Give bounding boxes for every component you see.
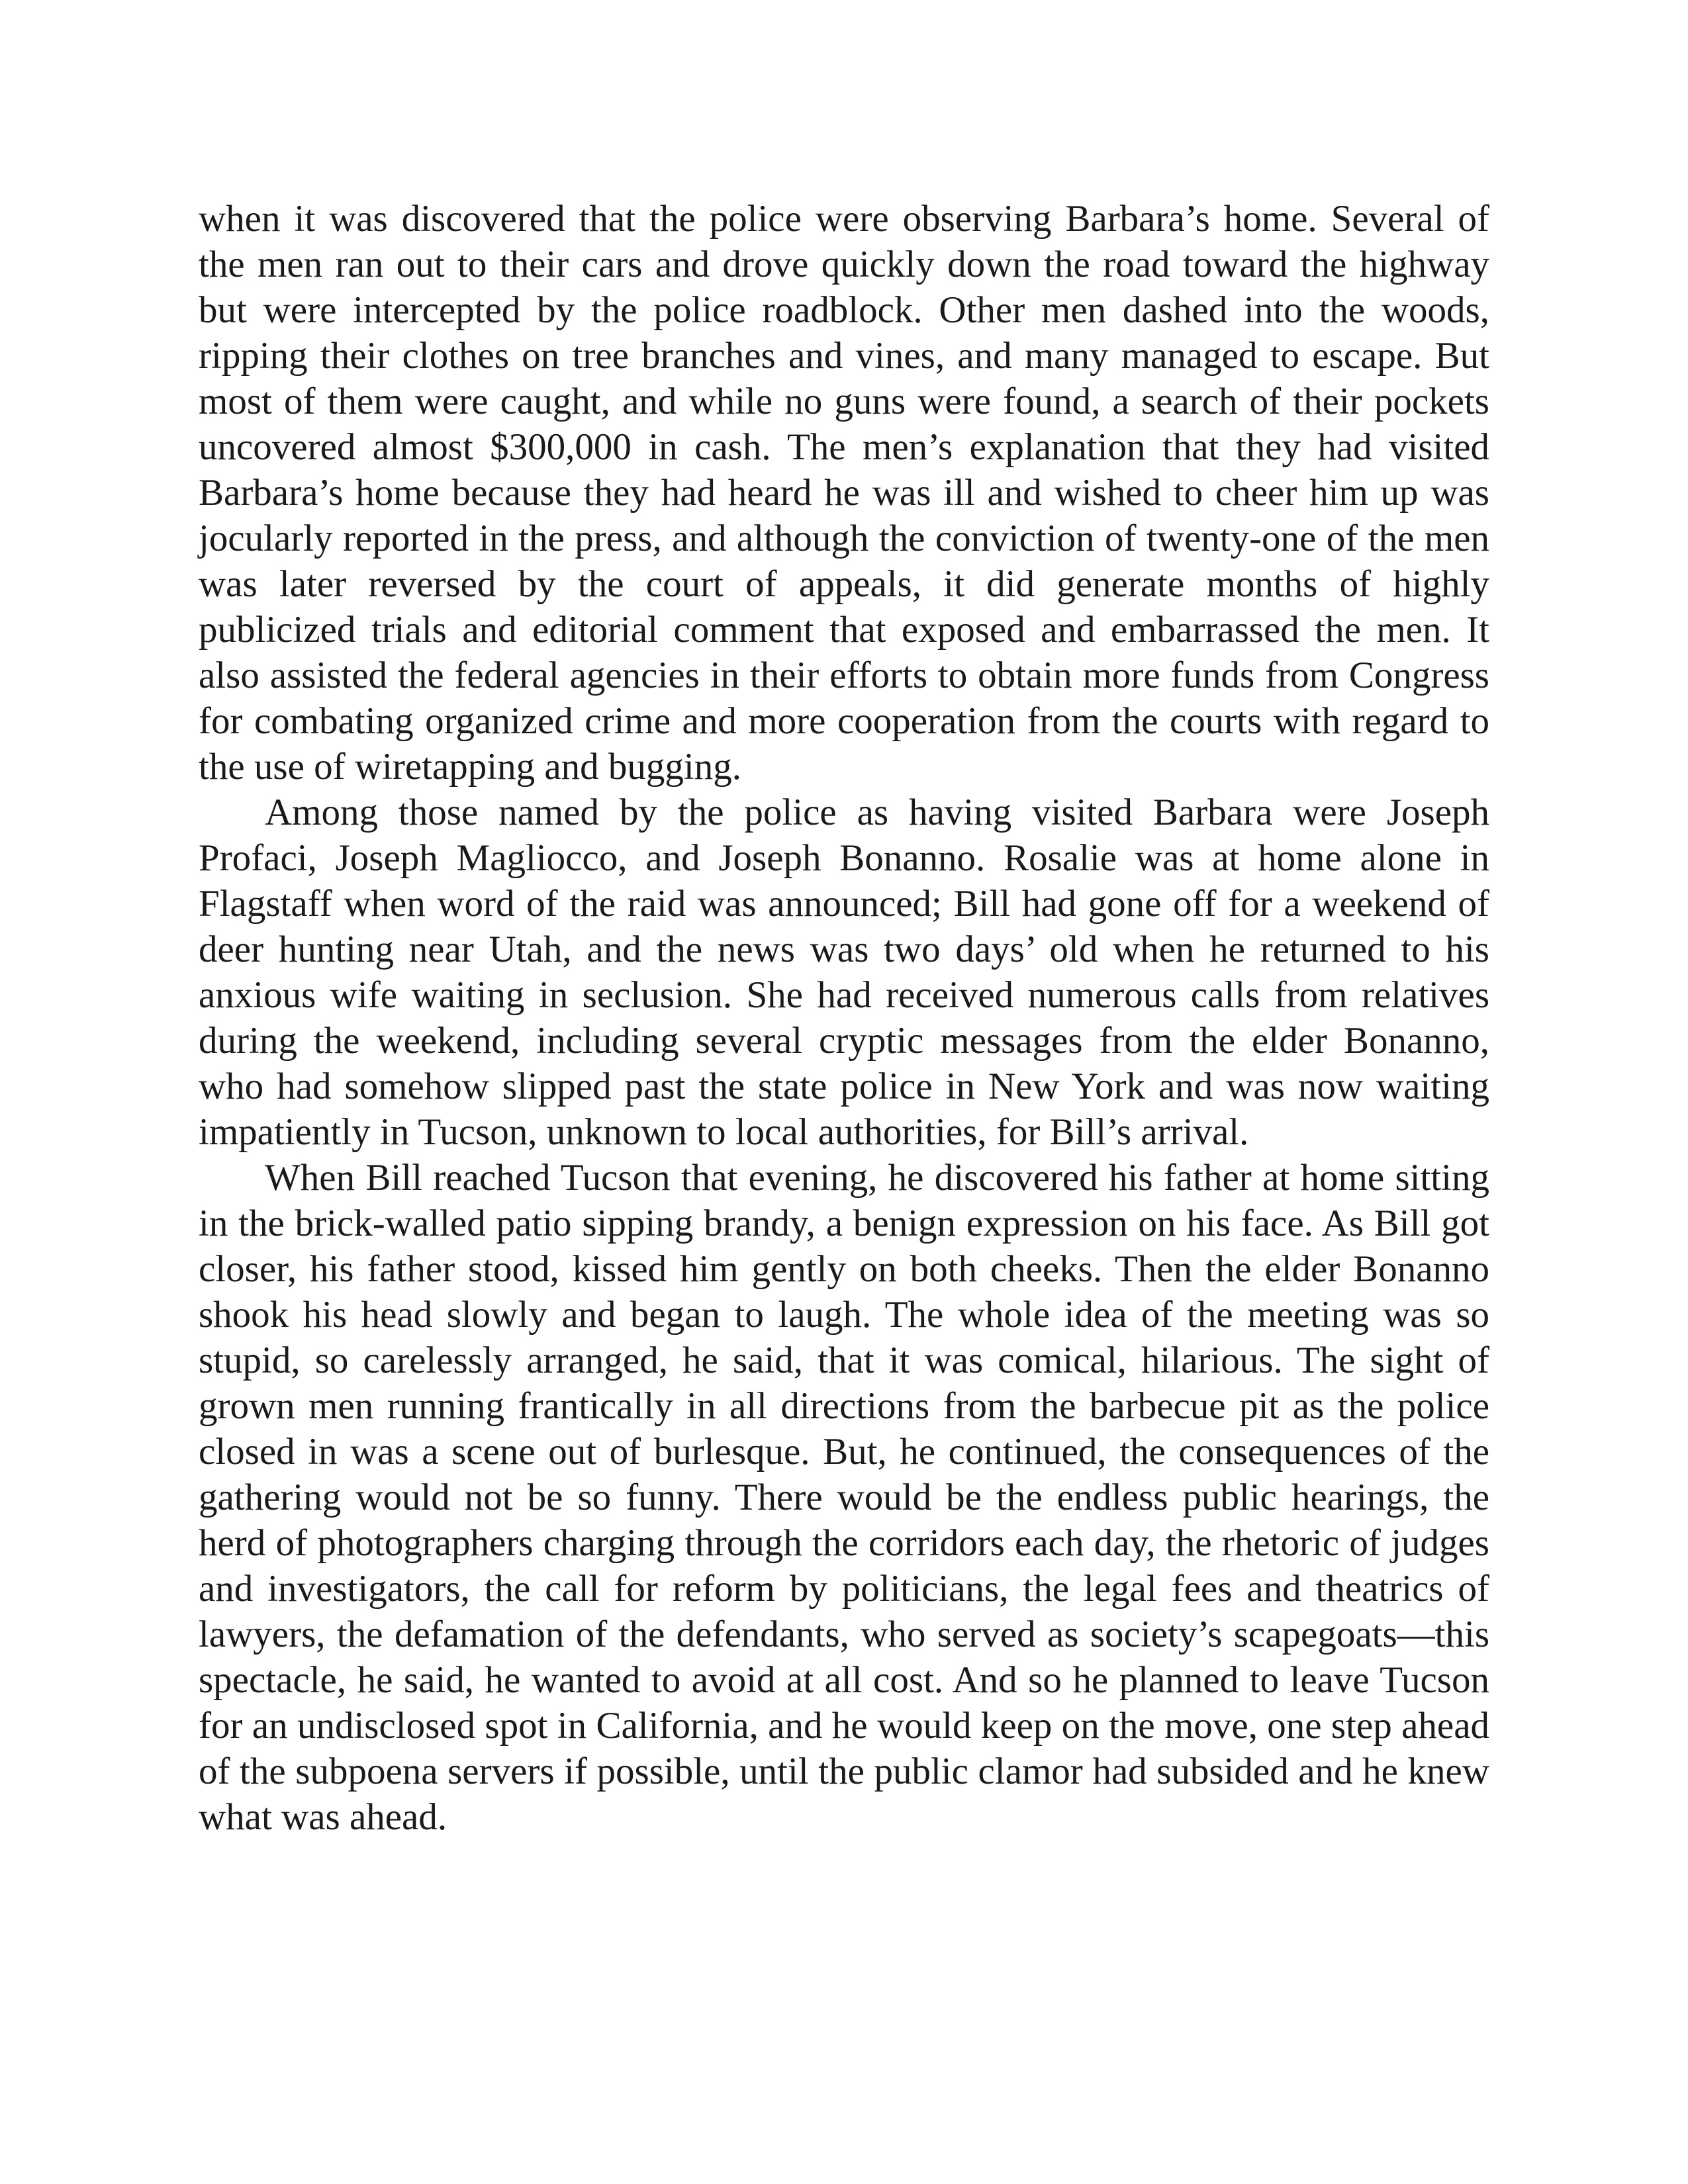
paragraph-2: Among those named by the police as having visited Barbara were Joseph Profaci, Joseph Magliocco, and Joseph Bonanno. Rosalie was at home alone in Flagstaff when word of the raid was announced; Bill had gone off for a weekend of deer hunting near Utah, and the news was two days’ old when he returned to his anxious wife waiting in seclusion. She had received numerous calls from relatives during the weekend, including several cryptic messages from the elder Bonanno, who had somehow slipped past the state police in New York and was now waiting impatiently in Tucson, unknown to local authorities, for Bill’s arrival. [199, 792, 1489, 1153]
paragraph-1: when it was discovered that the police were observing Barbara’s home. Several of the men ran out to their cars and drove quickly down the road toward the highway but were intercepted by the police roadblock. Other men dashed into the woods, ripping their clothes on tree branches and vines, and many managed to escape. But most of them were caught, and while no guns were found, a search of their pockets uncovered almost $300,000 in cash. The men’s explanation that they had visited Barbara’s home because they had heard he was ill and wished to cheer him up was jocularly reported in the press, and although the conviction of twenty-one of the men was later reversed by the court of appeals, it did generate months of highly publicized trials and editorial comment that exposed and embarrassed the men. It also assisted the federal agencies in their efforts to obtain more funds from Congress for combating organized crime and more cooperation from the courts with regard to the use of wiretapping and bugging. [199, 198, 1489, 788]
page-body [199, 196, 1489, 1840]
paragraph-3: When Bill reached Tucson that evening, he discovered his father at home sitting in the brick-walled patio sipping brandy, a benign expression on his face. As Bill got closer, his father stood, kissed him gently on both cheeks. Then the elder Bonanno shook his head slowly and began to laugh. The whole idea of the meeting was so stupid, so carelessly arranged, he said, that it was comical, hilarious. The sight of grown men running frantically in all directions from the barbecue pit as the police closed in was a scene out of burlesque. But, he continued, the consequences of the gathering would not be so funny. There would be the endless public hearings, the herd of photographers charging through the corridors each day, the rhetoric of judges and investigators, the call for reform by politicians, the legal fees and theatrics of lawyers, the defamation of the defendants, who served as society’s scapegoats—this spectacle, he said, he wanted to avoid at all cost. And so he planned to leave Tucson for an undisclosed spot in California, and he would keep on the move, one step ahead of the subpoena servers if possible, until the public clamor had subsided and he knew what was ahead. [199, 1157, 1489, 1838]
